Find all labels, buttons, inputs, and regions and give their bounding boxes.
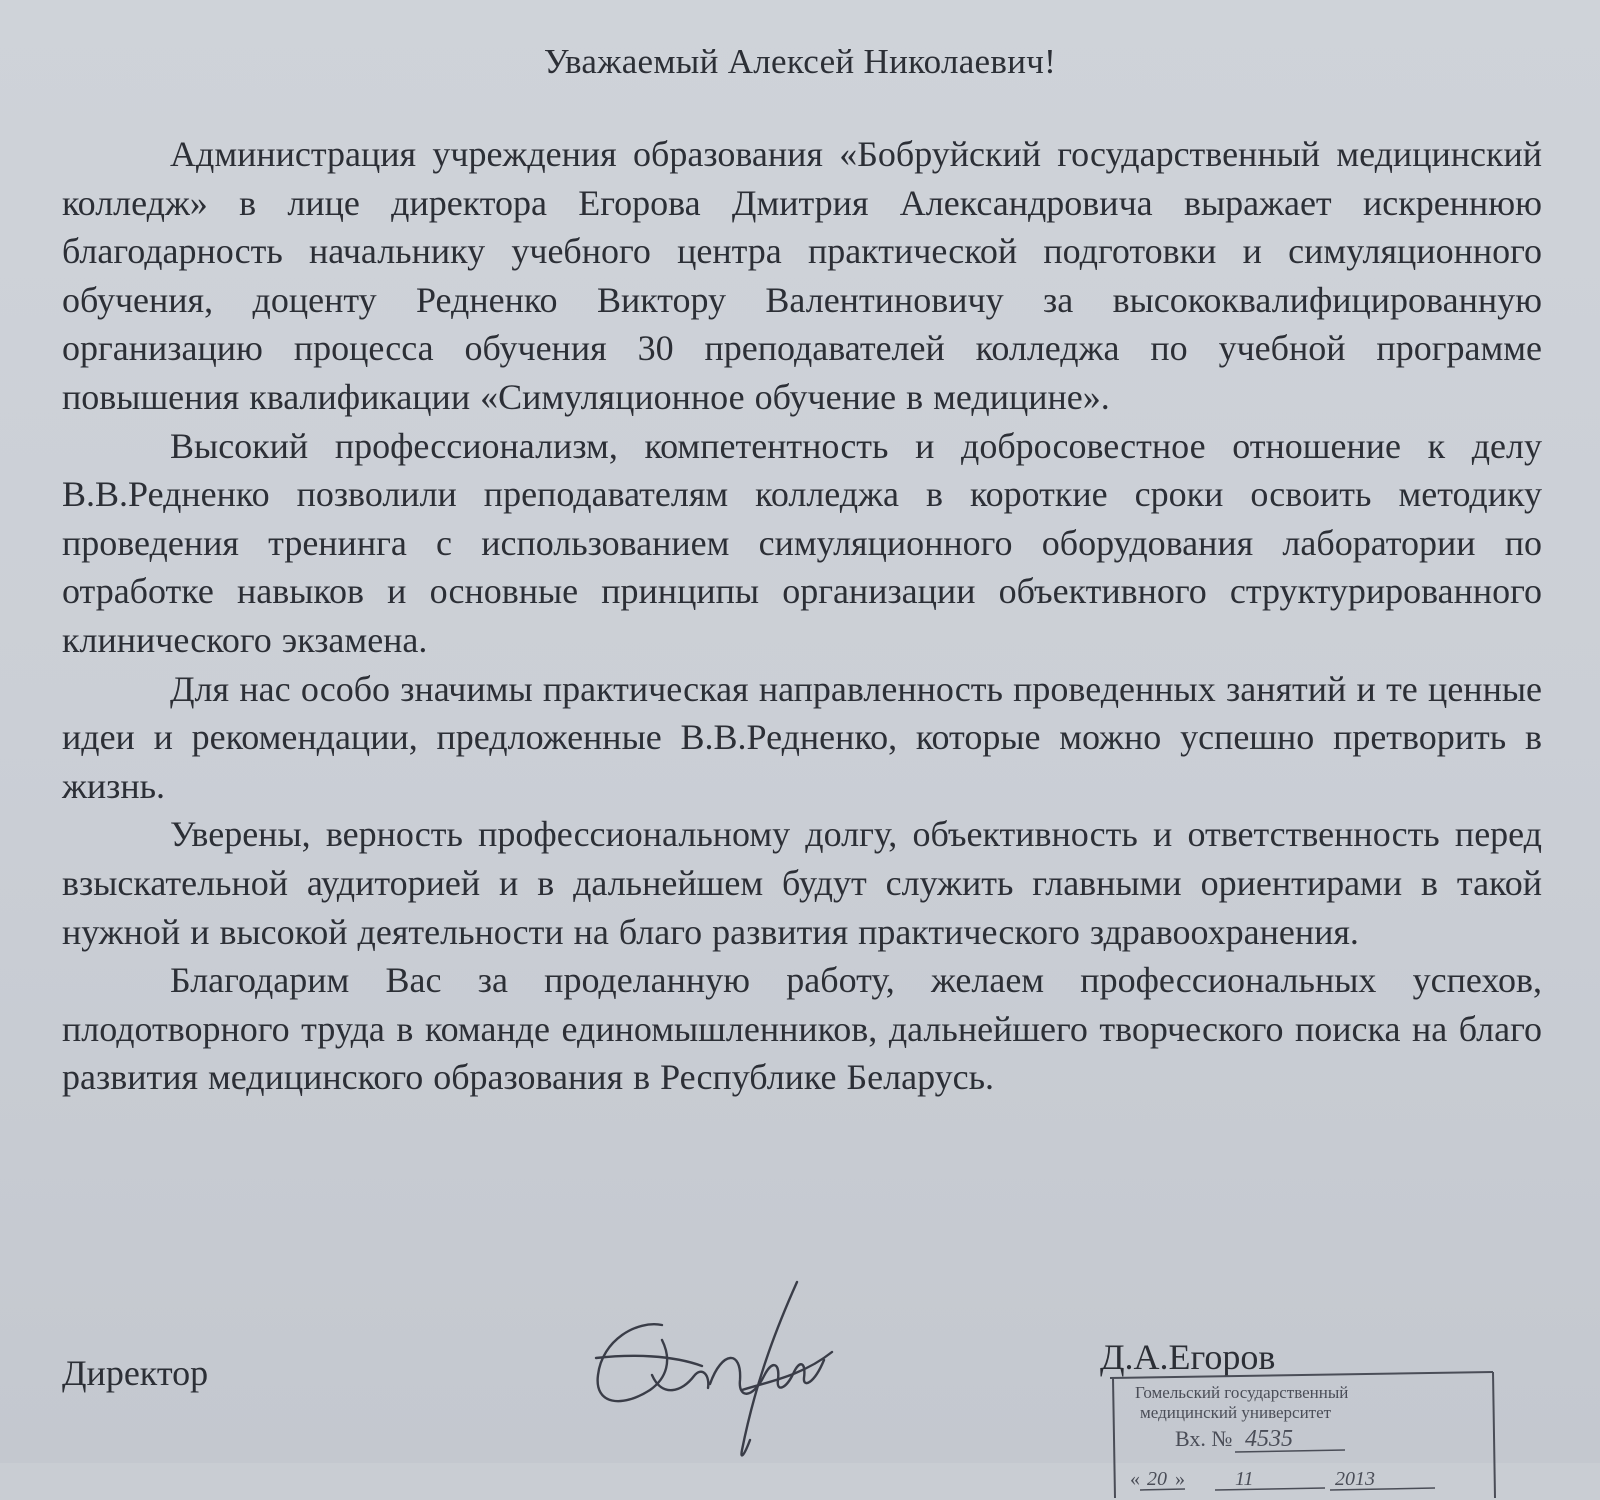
signatory-title: Директор — [62, 1353, 209, 1393]
stamp-line-1: Гомельский государственный — [1135, 1383, 1349, 1402]
stamp-date-month: 11 — [1235, 1468, 1254, 1490]
signatory-name: Д.А.Егоров — [1100, 1337, 1276, 1377]
letter-body — [62, 130, 1542, 1102]
paragraph: Для нас особо значимы практическая направленность проведенных занятий и те ценные идеи и рекомендации, предложенные В.В.Редненко, которые можно успешно претворить в жизнь. — [62, 668, 1542, 806]
registration-stamp — [1105, 1360, 1500, 1500]
stamp-date-open-quote: « — [1130, 1468, 1140, 1490]
stamp-date-year: 2013 — [1335, 1468, 1375, 1490]
stamp-line-2: медицинский университет — [1140, 1403, 1332, 1422]
paragraph: Высокий профессионализм, компетентность и добросовестное отношение к делу В.В.Редненко позволили преподавателям колледжа в короткие сроки освоить методику проведения тренинга с использованием симуляционного оборудования лаборатории по отработке навыков и основные принципы организации объективного структурированного клинического экзамена. — [62, 425, 1542, 660]
stamp-incoming-label: Вх. № — [1175, 1426, 1233, 1451]
paragraph: Благодарим Вас за проделанную работу, желаем профессиональных успехов, плодотворного труда в команде единомышленников, дальнейшего творческого поиска на благо развития медицинского образования в Республике Беларусь. — [62, 960, 1542, 1098]
stamp-date-day: 20 — [1147, 1468, 1167, 1490]
paragraph: Администрация учреждения образования «Бобруйский государственный медицинский колледж» в лице директора Егорова Дмитрия Александровича выражает искреннюю благодарность начальнику учебного центра практической подготовки и симуляционного обучения, доценту Редненко Виктору Валентиновичу за высококвалифицированную организацию процесса обучения 30 преподавателей колледжа по учебной программе повышения квалификации «Симуляционное обучение в медицине». — [62, 134, 1542, 417]
salutation: Уважаемый Алексей Николаевич! — [543, 42, 1057, 81]
handwritten-signature — [592, 1280, 862, 1463]
paragraph: Уверены, верность профессиональному долгу, объективность и ответственность перед взыскательной аудиторией и в дальнейшем будут служить главными ориентирами в такой нужной и высокой деятельности на благо развития практического здравоохранения. — [62, 814, 1542, 952]
stamp-incoming-number: 4535 — [1245, 1426, 1293, 1452]
stamp-date-close-quote: » — [1175, 1468, 1185, 1490]
